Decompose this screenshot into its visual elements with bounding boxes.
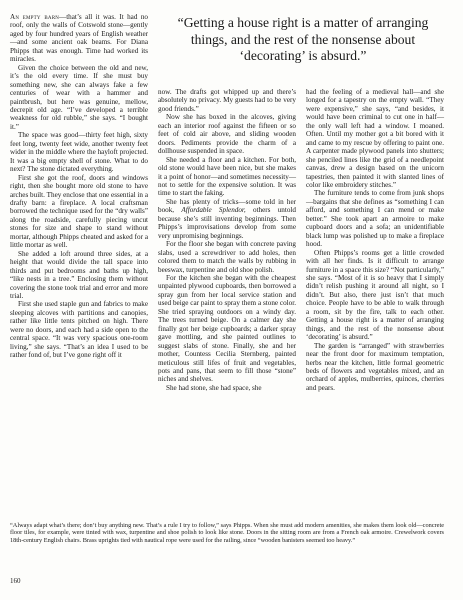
paragraph: The garden is “arranged” with strawberries near the front door for maximum temptation, herbs near the kitchen, little formal geometric beds of flowers and vegetables mixed, and an orchard of apples, mulberries, quinces, cherries and pears. xyxy=(306,341,444,392)
paragraph-text: —that’s all it was. It had no roof, only the walls of Cotswold stone—gently aged by four hundred years of English weather—and some ancient oak beams. For Diana Phipps that was enough. Time had worked its miracles. xyxy=(10,13,148,64)
paragraph: First she used staple gun and fabrics to make sleeping alcoves with partitions and canopies, rather like little tents pitched on high. There were no doors, and each had a side open to the central space. “It was very spacious one-room living,” she says. “That’s an idea I used to be rather fond of, but I’ve gone right off it xyxy=(10,300,148,360)
paragraph: First she got the roof, doors and windows right, then she bought more old stone to have arches built. They enclose that one essential in a drafty barn: a fireplace. A local craftsman borrowed the technique used for the “dry walls” along the roadside, carefully piecing uncut stones for size and shape to stand without mortar, although Phipps cheated and asked for a little mortar as well. xyxy=(10,173,148,250)
paragraph xyxy=(10,13,148,64)
lead-in: An empty barn xyxy=(10,13,60,21)
column-2 xyxy=(158,88,296,392)
paragraph-text: She has plenty of tricks—some told in her book, xyxy=(158,197,296,215)
paragraph: She added a loft around three sides, at a height that would divide the tall space into thirds and put bedrooms and baths up high, “like nests in a tree.” Enclosing them without covering the stone took trial and error and more trial. xyxy=(10,249,148,300)
paragraph: She needed a floor and a kitchen. For both, old stone would have been nice, but she makes it a point of honor—and sometimes necessity—not to settle for the expensive solution. It was time to start the faking. xyxy=(158,155,296,198)
paragraph: had the feeling of a medieval hall—and she longed for a tapestry on the empty wall. “They were expensive,” she says, “and besides, it would have been criminal to cut one in half—the only wall left had a window. I moaned. Often. Until my mother got a bit bored with it and came to my rescue by offering to paint one. A carpenter made plywood panels into shutters; she penciled lines like the grid of a needlepoint canvas, drew a design based on the unicorn tapestries, then painted it with slanted lines of color like embroidery stitches.” xyxy=(306,88,444,189)
photo-caption: “Always adapt what’s there; don’t buy anything new. That’s a rule I try to follow,” says Phipps. When she must add modern amenities, she makes them look old—concrete floor tiles, for example, were tinted with wax, turpentine and shoe polish to look like stone. Doors in the sitting room are from a French oak armoire. Crewelwork covers 18th-century English chairs. Brass uprights tied with nautical rope were used for the railing, since “wooden banisters seemed too heavy.” xyxy=(10,522,444,544)
paragraph xyxy=(158,198,296,240)
paragraph: For the floor she began with concrete paving slabs, used a screwdriver to add holes, then colored them to match the walls by rubbing in beeswax, turpentine and old shoe polish. xyxy=(158,240,296,274)
paragraph: Often Phipps’s rooms get a little crowded with all her finds. Is it difficult to arrange furniture in a space this size? “Not particularly,” she says. “Most of it is so heavy that I simply didn’t relish pushing it around all night, so I didn’t. But also, there just isn’t that much choice. People have to be able to walk through a room, sit by the fire, talk to each other. Getting a house right is a matter of arranging things, and the rest of the nonsense about ‘decorating’ is absurd.” xyxy=(306,248,444,342)
paragraph: For the kitchen she began with the cheapest unpainted plywood cupboards, then borrowed a spray gun from her local service station and used beige car paint to spray them a stone color. She tried spraying outdoors on a windy day. The trees turned beige. On a calmer day she finally got her beige cupboards; a darker spray gave mottling, and she painted outlines to suggest slabs of stone. Finally, she and her mother, Countess Cecilia Sternberg, painted meticulous still lifes of fruit and vegetables, pots and pans, that seem to fill those “stone” niches and shelves. xyxy=(158,273,296,384)
column-1 xyxy=(10,13,148,360)
pull-quote: “Getting a house right is a matter of arranging things, and the rest of the nonsense about ‘decorating’ is absurd.” xyxy=(177,15,429,63)
paragraph: Now she has boxed in the alcoves, giving each an interior roof against the fifteen or so feet of cold air above, and sliding wooden doors. Pediments provide the charm of a dollhouse suspended in space. xyxy=(158,113,296,156)
page xyxy=(10,13,453,593)
paragraph-text: others untold because she’s still inventing beginnings. Then Phipps’s improvisations develop from some very unpromising beginnings. xyxy=(158,206,296,240)
paragraph: The furniture tends to come from junk shops—bargains that she defines as “something I can afford, and something I can mend or make better.” She took apart an armoire to make cupboard doors and a sofa; an unidentifiable black lump was polished up to make a fireplace hood. xyxy=(306,189,444,249)
paragraph: The space was good—thirty feet high, sixty feet long, twenty feet wide, another twenty feet wider in the middle where the hayloft projected. It was a big empty shell of stone. What to do next? The stone dictated everything. xyxy=(10,131,148,174)
paragraph: now. The drafts got whipped up and there’s absolutely no privacy. My guests had to be very good friends.” xyxy=(158,88,296,113)
page-number: 160 xyxy=(10,577,21,585)
column-3 xyxy=(306,88,444,392)
paragraph: Given the choice between the old and new, it’s the old every time. If she must buy something new, she can always fake a few centuries of wear with a hammer and paintbrush, but here was genuine, mellow, decrepit old age. “I’ve developed a terrible weakness for old rubble,” she says. “I bought it.” xyxy=(10,63,148,131)
paragraph: She had stone, she had space, she xyxy=(166,383,262,392)
book-title: Affordable Splendor, xyxy=(181,206,246,215)
